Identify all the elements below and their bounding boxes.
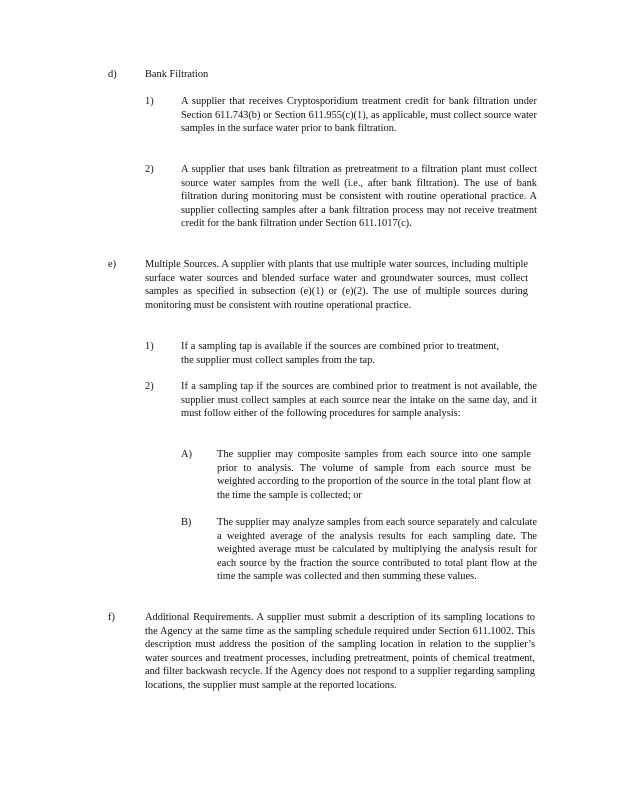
section-e-item-1-text: If a sampling tap is available if the sources are combined prior to treatment, the supplier must collect samples from the tap. — [181, 341, 499, 366]
section-e-item-2-subitem-a-text: The supplier may composite samples from each source into one sample prior to analysis. The volume of sample from each source must be weighted according to the proportion of the source in the total plant flow at the time the sample is collected; or — [217, 449, 531, 501]
section-e-text: Multiple Sources. A supplier with plants that use multiple water sources, including multiple surface water sources and blended surface water and groundwater sources, must collect samples as specified in subsection (e)(1) or (e)(2). The use of multiple sources during monitoring must be consistent with routine operational practice. — [145, 259, 528, 311]
section-d-item-1-label: 1) — [145, 96, 154, 107]
section-e-item-2-text: If a sampling tap if the sources are combined prior to treatment is not available, the supplier must collect samples at each source near the intake on the same day, and it must follow either of the following procedures for sample analysis: — [181, 381, 537, 420]
section-e-item-2-label: 2) — [145, 381, 154, 392]
section-f-label: f) — [108, 612, 115, 623]
section-e-label: e) — [108, 259, 117, 270]
section-e-item-2-subitem-b-text: The supplier may analyze samples from each source separately and calculate a weighted average of the analysis results for each sampling date. The weighted average must be calculated by multiplying the analysis result for each source by the fraction the source contributed to total plant flow at the time the sample was collected and then summing these values. — [217, 517, 537, 583]
section-d-item-2-text: A supplier that uses bank filtration as pretreatment to a filtration plant must collect source water samples from the well (i.e., after bank filtration). The use of bank filtration during monitoring must be consistent with routine operational practice. A supplier collecting samples after a bank filtration process may not receive treatment credit for the bank filtration under Section 611.1017(c). — [181, 164, 537, 230]
section-e-item-1-label: 1) — [145, 341, 154, 352]
section-e-item-2-subitem-a-label: A) — [181, 449, 192, 460]
section-d-item-2-label: 2) — [145, 164, 154, 175]
section-d-label: d) — [108, 69, 117, 80]
section-f-text: Additional Requirements. A supplier must submit a description of its sampling locations to the Agency at the same time as the sampling schedule required under Section 611.1002. This description must address the position of the sampling location in relation to the supplier’s water sources and treatment processes, including pretreatment, points of chemical treatment, and filter backwash recycle. If the Agency does not respond to a supplier regarding sampling locations, the supplier must sample at the reported locations. — [145, 612, 535, 691]
section-e-item-2-subitem-b-label: B) — [181, 517, 192, 528]
section-d — [108, 68, 538, 88]
section-d-heading: Bank Filtration — [145, 69, 209, 80]
section-d-item-1-text: A supplier that receives Cryptosporidium treatment credit for bank filtration under Section 611.743(b) or Section 611.955(c)(1), as applicable, must collect source water samples in the surface water prior to bank filtration. — [181, 96, 537, 135]
